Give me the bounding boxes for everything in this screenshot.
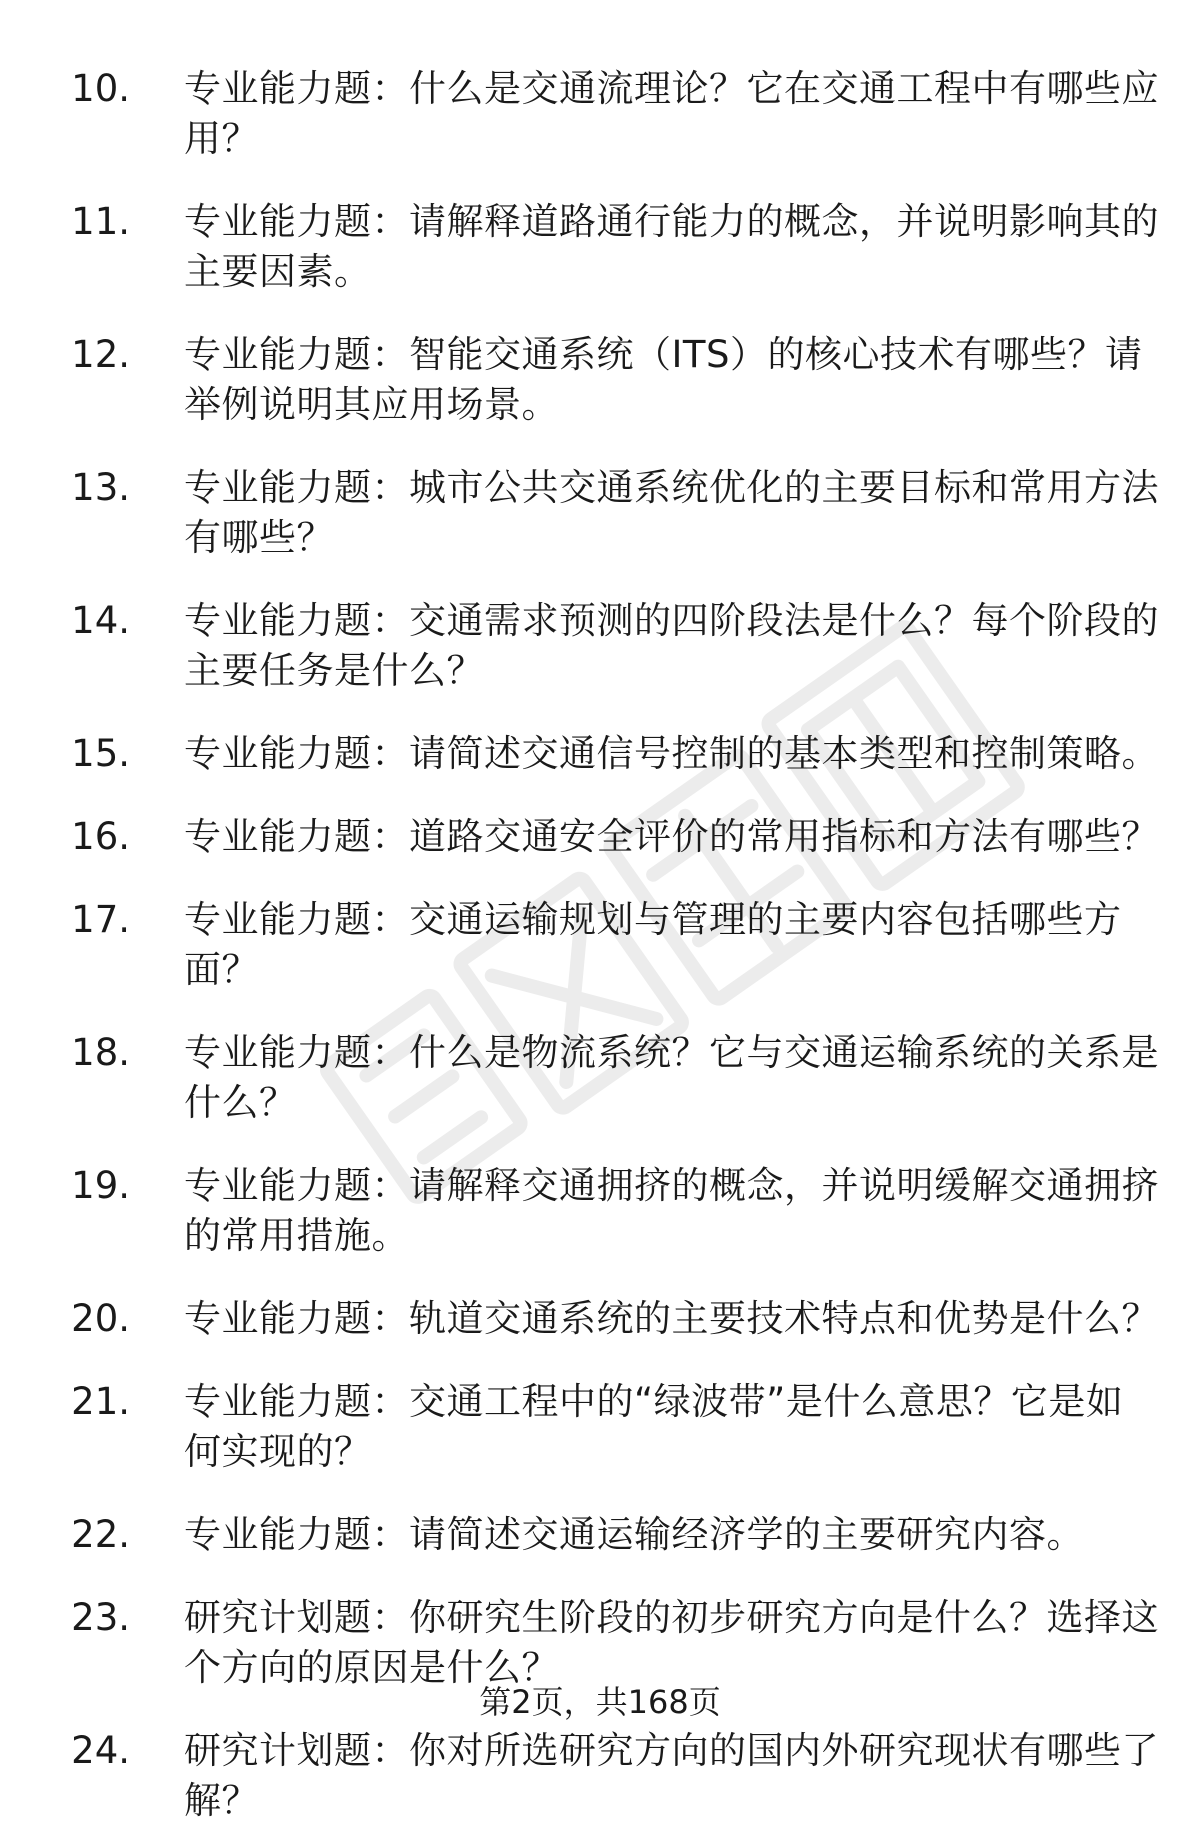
- question-text: 专业能力题：请简述交通运输经济学的主要研究内容。: [184, 1513, 1084, 1556]
- question-text: 专业能力题：交通工程中的“绿波带”是什么意思？它是如何实现的？: [184, 1380, 1124, 1473]
- question-number: 24.: [71, 1729, 130, 1772]
- question-number: 23.: [71, 1596, 130, 1639]
- list-item: [56, 729, 1160, 779]
- question-text: 研究计划题：你对所选研究方向的国内外研究现状有哪些了解？: [184, 1729, 1159, 1822]
- question-text: 专业能力题：轨道交通系统的主要技术特点和优势是什么？: [184, 1297, 1159, 1340]
- question-text: 专业能力题：请简述交通信号控制的基本类型和控制策略。: [184, 732, 1159, 775]
- question-number: 18.: [71, 1031, 130, 1074]
- question-number: 15.: [71, 732, 130, 775]
- list-item: [56, 895, 1160, 995]
- question-number: 14.: [71, 599, 130, 642]
- question-number: 19.: [71, 1164, 130, 1207]
- list-item: [56, 1726, 1160, 1826]
- list-item: [56, 1593, 1160, 1693]
- list-item: [56, 812, 1160, 862]
- question-list: [56, 64, 1160, 1826]
- question-number: 13.: [71, 466, 130, 509]
- list-item: [56, 463, 1160, 563]
- page-number-label: 第2页，共168页: [479, 1683, 721, 1721]
- question-text: 专业能力题：城市公共交通系统优化的主要目标和常用方法有哪些？: [184, 466, 1159, 559]
- question-number: 12.: [71, 333, 130, 376]
- question-number: 21.: [71, 1380, 130, 1423]
- page-footer: [0, 1680, 1200, 1724]
- list-item: [56, 1294, 1160, 1344]
- question-text: 专业能力题：什么是交通流理论？它在交通工程中有哪些应用？: [184, 67, 1159, 160]
- list-item: [56, 1161, 1160, 1261]
- question-number: 10.: [71, 67, 130, 110]
- question-text: 专业能力题：请解释交通拥挤的概念，并说明缓解交通拥挤的常用措施。: [184, 1164, 1159, 1257]
- question-number: 11.: [71, 200, 130, 243]
- question-number: 22.: [71, 1513, 130, 1556]
- list-item: [56, 596, 1160, 696]
- question-number: 17.: [71, 898, 130, 941]
- list-item: [56, 1377, 1160, 1477]
- question-number: 20.: [71, 1297, 130, 1340]
- question-text: 专业能力题：请解释道路通行能力的概念，并说明影响其的主要因素。: [184, 200, 1159, 293]
- list-item: [56, 197, 1160, 297]
- list-item: [56, 330, 1160, 430]
- question-text: 专业能力题：什么是物流系统？它与交通运输系统的关系是什么？: [184, 1031, 1159, 1124]
- question-number: 16.: [71, 815, 130, 858]
- question-text: 研究计划题：你研究生阶段的初步研究方向是什么？选择这个方向的原因是什么？: [184, 1596, 1159, 1689]
- list-item: [56, 1510, 1160, 1560]
- question-text: 专业能力题：交通运输规划与管理的主要内容包括哪些方面？: [184, 898, 1122, 991]
- list-item: [56, 1028, 1160, 1128]
- question-text: 专业能力题：道路交通安全评价的常用指标和方法有哪些？: [184, 815, 1159, 858]
- list-item: [56, 64, 1160, 164]
- question-text: 专业能力题：交通需求预测的四阶段法是什么？每个阶段的主要任务是什么？: [184, 599, 1159, 692]
- question-text: 专业能力题：智能交通系统（ITS）的核心技术有哪些？请举例说明其应用场景。: [184, 333, 1143, 426]
